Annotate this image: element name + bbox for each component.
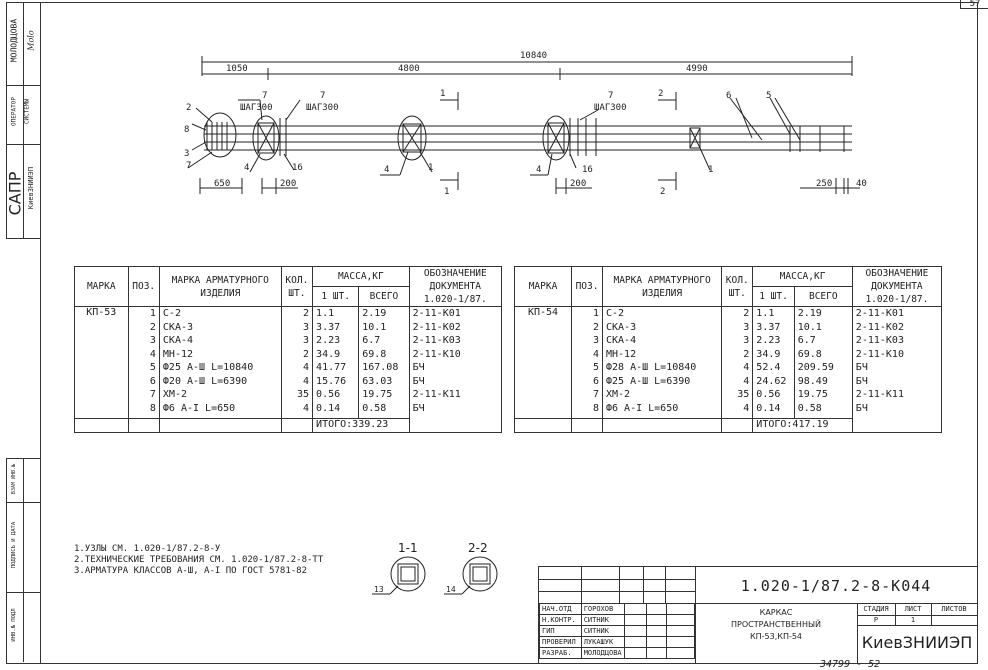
th-kol: КОЛ. ШТ. xyxy=(281,267,312,307)
organization: КиевЗНИИЭП xyxy=(861,633,973,652)
th2-marka-arm: МАРКА АРМАТУРНОГО ИЗДЕЛИЯ xyxy=(603,267,722,307)
t2-doc: 2-11-К01 2-11-К02 2-11-К03 2-11-К10 БЧ БЧ 2-11-К11 БЧ xyxy=(855,308,904,414)
dim-40: 40 xyxy=(856,179,867,189)
pos-label-7c: 7 xyxy=(320,91,326,101)
pos-label-4c: 4 xyxy=(536,165,542,175)
pos-label-3: 3 xyxy=(184,149,190,159)
dim-1050: 1050 xyxy=(226,64,248,74)
note-3: 3.АРМАТУРА КЛАССОВ А-Ш, А-I ПО ГОСТ 5781-82 xyxy=(74,566,307,576)
spec-table-kp53 xyxy=(74,266,502,433)
pos-label-5: 5 xyxy=(766,91,772,101)
doc-code: 1.020-1/87.2-8-К044 xyxy=(740,577,932,595)
dim-total: 10840 xyxy=(520,51,548,61)
strip-vzam-label: ВЗАМ ИНВ.№ xyxy=(11,463,17,495)
th-marka: МАРКА xyxy=(75,267,129,307)
t1-m1: 1.1 3.37 2.23 34.9 41.77 15.76 0.56 0.14 xyxy=(316,308,347,414)
th2-massa: МАССА,КГ xyxy=(753,267,853,287)
signatures-table: НАЧ.ОТД ГОРОХОВ Н.КОНТР. СИТНИК ГИП СИТНИК ПРОВЕРИЛ ЛУКАШУК РАЗРАБ. МОЛОДЦОВА xyxy=(539,603,695,659)
dim-200b: 200 xyxy=(570,179,587,189)
th-massa: МАССА,КГ xyxy=(313,267,410,287)
pos-label-4a: 4 xyxy=(244,163,250,173)
t1-doc: 2-11-К01 2-11-К02 2-11-К03 2-11-К10 БЧ БЧ 2-11-К11 БЧ xyxy=(412,308,461,414)
t1-mt: 2.19 10.1 6.7 69.8 167.08 63.03 19.75 0.58 xyxy=(362,308,399,414)
section-mark-2-bottom: 2 xyxy=(660,187,666,197)
strip-sapr-label: САПР xyxy=(5,171,25,216)
pos-label-7a: 7 xyxy=(186,161,192,171)
stadia-value: Р xyxy=(873,616,879,624)
pos-label-7d: 7 xyxy=(608,91,614,101)
strip-name-molodtsova: МОЛОДЦОВА xyxy=(9,18,19,63)
strip-signature: Molo xyxy=(26,30,36,51)
strip-inv-label: ИНВ.№ ПОДЛ xyxy=(11,608,17,642)
th2-kol: КОЛ. ШТ. xyxy=(722,267,753,307)
list-label: ЛИСТ xyxy=(904,605,922,613)
dim-4990: 4990 xyxy=(686,64,708,74)
general-notes xyxy=(74,544,323,577)
strip-operator-label: ОПЕРАТОР xyxy=(10,97,18,126)
th-marka-arm: МАРКА АРМАТУРНОГО ИЗДЕЛИЯ xyxy=(159,267,281,307)
pos-label-4b: 4 xyxy=(384,165,390,175)
pos-label-1b: 1 xyxy=(708,165,714,175)
th-doc: ОБОЗНАЧЕНИЕ ДОКУМЕНТА 1.020-1/87. xyxy=(409,267,501,307)
dim-250: 250 xyxy=(816,179,833,189)
t2-mt: 2.19 10.1 6.7 69.8 209.59 98.49 19.75 0.58 xyxy=(797,308,834,414)
th2-doc: ОБОЗНАЧЕНИЕ ДОКУМЕНТА 1.020-1/87. xyxy=(852,267,941,307)
t1-names: С-2 СКА-3 СКА-4 МН-12 Ф25 А-Ш L=10840 Ф20 А-Ш L=6390 ХМ-2 Ф6 А-I L=650 xyxy=(162,308,254,414)
th2-total: ВСЕГО xyxy=(794,287,852,307)
t2-marka: КП-54 xyxy=(515,307,572,419)
section-2-2-title: 2-2 xyxy=(468,541,488,555)
t1-kol: 2 3 3 2 4 4 35 4 xyxy=(297,308,310,414)
pos-label-16a: 16 xyxy=(292,163,303,173)
note-2: 2.ТЕХНИЧЕСКИЕ ТРЕБОВАНИЯ СМ. 1.020-1/87.2-8-ТТ xyxy=(74,555,324,565)
sheet-number-box: 57 xyxy=(960,0,988,9)
archive-code: 34799 - 52 xyxy=(820,659,881,670)
title-block xyxy=(538,566,977,663)
pos-label-1a: 1 xyxy=(428,163,434,173)
t1-total: ИТОГО:339.23 xyxy=(313,419,410,433)
section-mark-2-top: 2 xyxy=(658,89,664,99)
th2-one: 1 ШТ. xyxy=(753,287,794,307)
strip-kiev-label: КиевЗНИИЭП xyxy=(27,166,35,210)
note-1: 1.УЗЛЫ СМ. 1.020-1/87.2-8-У xyxy=(74,544,221,554)
pos-label-6: 6 xyxy=(726,91,732,101)
dim-4800: 4800 xyxy=(398,64,420,74)
th2-poz: ПОЗ. xyxy=(572,267,603,307)
pos-label-16b: 16 xyxy=(582,165,593,175)
th-poz: ПОЗ. xyxy=(128,267,159,307)
stadia-label: СТАДИЯ xyxy=(863,605,889,613)
t2-total: ИТОГО:417.19 xyxy=(753,419,853,433)
pos-label-7b: 7 xyxy=(262,91,268,101)
dim-650: 650 xyxy=(214,179,231,189)
drawing-title: КАРКАС ПРОСТРАНСТВЕННЫЙ КП-53,КП-54 xyxy=(730,608,821,641)
dim-200a: 200 xyxy=(280,179,297,189)
section-mark-1-bottom: 1 xyxy=(444,187,450,197)
t2-m1: 1.1 3.37 2.23 34.9 52.4 24.62 0.56 0.14 xyxy=(756,308,787,414)
th-total: ВСЕГО xyxy=(359,287,409,307)
t2-kol: 2 3 3 2 4 4 35 4 xyxy=(737,308,750,414)
listov-label: ЛИСТОВ xyxy=(941,605,967,613)
spec-table-kp54 xyxy=(514,266,942,433)
t2-poz: 1 2 3 4 5 6 7 8 xyxy=(592,308,599,414)
strip-system-label: СИСТЕМЫ xyxy=(23,98,31,125)
section-mark-1-top: 1 xyxy=(440,89,446,99)
t2-names: С-2 СКА-3 СКА-4 МН-12 Ф28 А-Ш L=10840 Ф25 А-Ш L=6390 ХМ-2 Ф6 А-I L=650 xyxy=(606,308,697,414)
t1-poz: 1 2 3 4 5 6 7 8 xyxy=(149,308,156,414)
step-label-1: ШАГ300 xyxy=(240,103,273,113)
step-label-2: ШАГ300 xyxy=(306,103,339,113)
reinforcement-cage-drawing xyxy=(0,0,988,260)
section-1-pos: 13 xyxy=(374,585,384,594)
section-views xyxy=(360,534,510,604)
step-label-3: ШАГ300 xyxy=(594,103,627,113)
section-2-pos: 14 xyxy=(446,585,456,594)
section-1-1-title: 1-1 xyxy=(398,541,418,555)
th-one: 1 ШТ. xyxy=(313,287,359,307)
pos-label-2: 2 xyxy=(186,103,192,113)
t1-marka: КП-53 xyxy=(75,307,129,419)
list-value: 1 xyxy=(910,616,916,624)
strip-signature-date-label: ПОДПИСЬ И ДАТА xyxy=(11,521,17,569)
pos-label-8: 8 xyxy=(184,125,190,135)
th2-marka: МАРКА xyxy=(515,267,572,307)
